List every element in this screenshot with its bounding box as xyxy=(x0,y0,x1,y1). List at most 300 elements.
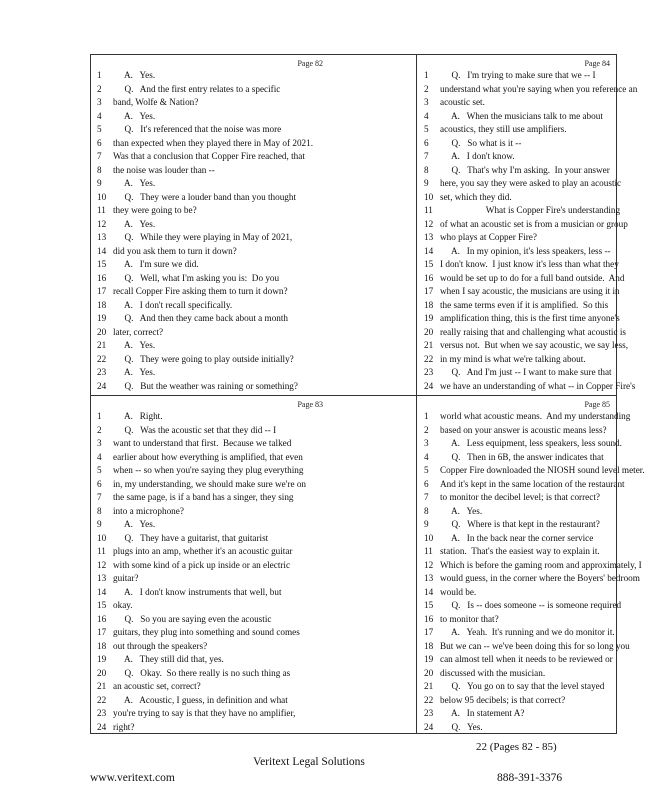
line-text: would be set up to do for a full band outside. And xyxy=(440,272,625,283)
transcript-line xyxy=(420,258,619,272)
transcript-line xyxy=(93,339,327,353)
line-number: 9 xyxy=(424,178,429,188)
line-text: discussed with the musician. xyxy=(440,667,546,678)
transcript-line xyxy=(420,518,614,532)
line-number: 16 xyxy=(97,272,107,283)
transcript-lines xyxy=(420,69,638,393)
line-number: 20 xyxy=(424,667,434,678)
line-text: A. They still did that, yes. xyxy=(113,654,224,664)
line-text: Q. And I'm just -- I want to make sure that xyxy=(440,367,612,377)
line-number: 7 xyxy=(97,151,102,161)
line-text: the same page, is if a band has a singer, they sing xyxy=(113,492,294,502)
line-text: guitars, they plug into something and sound comes xyxy=(113,627,300,637)
line-number: 8 xyxy=(97,505,102,516)
line-number: 9 xyxy=(424,519,429,529)
transcript-lines xyxy=(93,410,327,734)
line-number: 6 xyxy=(424,478,429,489)
line-number: 1 xyxy=(424,70,429,80)
page-range: 22 (Pages 82 - 85) xyxy=(476,741,557,753)
line-text: A. Yeah. It's running and we do monitor it. xyxy=(440,627,615,637)
line-text: amplification thing, this is the first time anyone's xyxy=(440,313,620,323)
transcript-line xyxy=(420,326,626,340)
line-number: 18 xyxy=(97,299,107,310)
transcript-page-83 xyxy=(93,398,327,734)
line-text: in my mind is what we're talking about. xyxy=(440,353,586,364)
line-text: Q. Yes. xyxy=(440,721,483,732)
line-text: who plays at Copper Fire? xyxy=(440,232,537,242)
row-divider xyxy=(91,395,616,396)
line-text: Q. I'm trying to make sure that we -- I xyxy=(440,70,596,80)
line-number: 20 xyxy=(97,667,107,678)
transcript-line xyxy=(93,572,327,586)
line-text: here, you say they were asked to play an acoustic xyxy=(440,178,622,188)
transcript-line xyxy=(420,83,638,97)
transcript-line xyxy=(93,110,327,124)
line-number: 13 xyxy=(424,232,434,242)
line-number: 23 xyxy=(97,708,107,718)
transcript-line xyxy=(93,518,327,532)
transcript-line xyxy=(420,299,614,313)
transcript-line xyxy=(93,694,327,708)
line-text: earlier about how everything is amplified, that even xyxy=(113,451,303,462)
line-text: did you ask them to turn it down? xyxy=(113,245,237,256)
transcript-line xyxy=(420,667,614,681)
transcript-line xyxy=(93,177,327,191)
line-text: Q. They were a louder band than you thought xyxy=(113,191,297,202)
transcript-line xyxy=(93,218,327,232)
transcript-line xyxy=(420,150,614,164)
line-text: A. Right. xyxy=(113,411,163,421)
line-text: A. In statement A? xyxy=(440,708,525,718)
line-number: 22 xyxy=(424,353,434,364)
line-number: 9 xyxy=(97,178,102,188)
page-number: Page 83 xyxy=(297,400,323,409)
line-number: 12 xyxy=(97,559,107,570)
transcript-line xyxy=(420,366,614,380)
company-name: Veritext Legal Solutions xyxy=(253,756,365,768)
line-text: want to understand that first. Because we talked xyxy=(113,438,292,448)
line-text: they were going to be? xyxy=(113,205,197,215)
line-text: when I say acoustic, the musicians are using it in xyxy=(440,286,620,296)
line-text: based on your answer is acoustic means less? xyxy=(440,424,607,435)
transcript-line xyxy=(93,164,327,178)
line-number: 4 xyxy=(424,451,429,462)
transcript-line xyxy=(420,613,614,627)
line-text: A. Yes. xyxy=(113,367,156,377)
page-number: Page 85 xyxy=(584,400,610,409)
line-text: Q. And then they came back about a month xyxy=(113,313,289,323)
line-number: 16 xyxy=(424,272,434,283)
transcript-line xyxy=(93,83,327,97)
line-text: A. Yes. xyxy=(113,178,156,188)
line-number: 15 xyxy=(97,259,107,269)
line-text: would guess, in the corner where the Boyers' bedroom xyxy=(440,573,640,583)
line-text: would be. xyxy=(440,586,477,597)
line-number: 12 xyxy=(424,559,434,570)
line-text: Q. But the weather was raining or something? xyxy=(113,380,298,391)
line-number: 8 xyxy=(424,505,429,516)
line-text: world what acoustic means. And my understanding xyxy=(440,411,631,421)
transcript-line xyxy=(420,177,622,191)
line-number: 1 xyxy=(97,70,102,80)
line-text: plugs into an amp, whether it's an acoustic guitar xyxy=(113,546,293,556)
line-text: Q. And the first entry relates to a specific xyxy=(113,83,281,94)
line-number: 15 xyxy=(97,600,107,610)
transcript-line xyxy=(93,272,327,286)
transcript-line xyxy=(420,137,614,151)
transcript-line xyxy=(93,586,327,600)
line-number: 19 xyxy=(424,313,434,323)
line-text: station. That's the easiest way to explain it. xyxy=(440,546,600,556)
line-number: 10 xyxy=(97,191,107,202)
line-text: A. Yes. xyxy=(113,218,156,229)
transcript-line xyxy=(420,218,628,232)
line-text: But we can -- we've been doing this for so long you xyxy=(440,640,630,651)
line-number: 17 xyxy=(97,627,107,637)
page-number: Page 82 xyxy=(297,59,323,68)
line-number: 11 xyxy=(424,546,433,556)
line-number: 10 xyxy=(97,532,107,543)
line-text: to monitor that? xyxy=(440,613,499,624)
line-number: 24 xyxy=(97,380,107,391)
transcript-line xyxy=(420,532,614,546)
transcript-line xyxy=(93,191,327,205)
line-text: you're trying to say is that they have no amplifier, xyxy=(113,708,296,718)
line-text: the noise was louder than -- xyxy=(113,164,215,175)
line-number: 13 xyxy=(97,573,107,583)
line-number: 20 xyxy=(424,326,434,337)
line-number: 7 xyxy=(424,492,429,502)
line-number: 6 xyxy=(97,478,102,489)
transcript-line xyxy=(420,164,614,178)
transcript-line xyxy=(93,559,327,573)
transcript-lines xyxy=(93,69,327,393)
transcript-line xyxy=(420,245,614,259)
transcript-line xyxy=(420,339,629,353)
transcript-line xyxy=(93,491,327,505)
transcript-line xyxy=(93,464,327,478)
line-number: 7 xyxy=(97,492,102,502)
transcript-line xyxy=(93,204,327,218)
line-text: can almost tell when it needs to be reviewed or xyxy=(440,654,613,664)
line-text: A. I don't know instruments that well, but xyxy=(113,586,282,597)
line-number: 6 xyxy=(97,137,102,148)
transcript-line xyxy=(93,626,327,640)
line-text: I don't know. I just know it's less than what they xyxy=(440,259,619,269)
line-number: 8 xyxy=(424,164,429,175)
line-number: 17 xyxy=(97,286,107,296)
line-number: 13 xyxy=(97,232,107,242)
transcript-line xyxy=(93,245,327,259)
line-text: an acoustic set, correct? xyxy=(113,681,201,691)
line-text: than expected when they played there in May of 2021. xyxy=(113,137,314,148)
line-text: guitar? xyxy=(113,573,139,583)
line-text: right? xyxy=(113,721,135,732)
line-text: A. Yes. xyxy=(113,340,156,350)
line-text: below 95 decibels; is that correct? xyxy=(440,694,566,705)
transcript-line xyxy=(420,424,614,438)
line-text: in, my understanding, we should make sure we're on xyxy=(113,478,307,489)
transcript-line xyxy=(93,532,327,546)
page-number: Page 84 xyxy=(584,59,610,68)
line-number: 14 xyxy=(97,586,107,597)
transcript-line xyxy=(93,505,327,519)
line-number: 19 xyxy=(97,313,107,323)
line-text: Q. It's referenced that the noise was more xyxy=(113,124,282,134)
transcript-line xyxy=(420,191,614,205)
line-text: of what an acoustic set is from a musician or group xyxy=(440,218,628,229)
line-text: And it's kept in the same location of the restaurant xyxy=(440,478,625,489)
line-number: 4 xyxy=(97,110,102,121)
line-number: 1 xyxy=(97,411,102,421)
transcript-line xyxy=(420,626,614,640)
line-number: 8 xyxy=(97,164,102,175)
line-number: 3 xyxy=(424,97,429,107)
transcript-line xyxy=(420,353,614,367)
line-number: 12 xyxy=(97,218,107,229)
transcript-page-82 xyxy=(93,57,327,393)
transcript-line xyxy=(93,410,327,424)
line-number: 15 xyxy=(424,259,434,269)
line-text: out through the speakers? xyxy=(113,640,208,651)
line-number: 22 xyxy=(97,353,107,364)
transcript-line xyxy=(420,653,614,667)
line-text: Was that a conclusion that Copper Fire reached, that xyxy=(113,151,305,161)
transcript-page-84 xyxy=(420,57,638,393)
transcript-line xyxy=(420,69,614,83)
transcript-line xyxy=(420,464,645,478)
line-number: 17 xyxy=(424,286,434,296)
line-number: 24 xyxy=(424,380,434,391)
line-text: Q. Is -- does someone -- is someone required xyxy=(440,600,622,610)
line-text: into a microphone? xyxy=(113,505,184,516)
transcript-line xyxy=(420,451,614,465)
line-text: acoustic set. xyxy=(440,97,485,107)
line-number: 21 xyxy=(424,340,434,350)
phone-number: 888-391-3376 xyxy=(497,772,563,784)
line-text: A. I'm sure we did. xyxy=(113,259,199,269)
line-number: 19 xyxy=(97,654,107,664)
transcript-line xyxy=(420,96,614,110)
line-text: A. Yes. xyxy=(113,70,156,80)
line-text: with some kind of a pick up inside or an electric xyxy=(113,559,291,570)
line-number: 5 xyxy=(424,124,429,134)
transcript-line xyxy=(93,707,327,721)
line-text: Q. Where is that kept in the restaurant? xyxy=(440,519,600,529)
line-text: A. Less equipment, less speakers, less sound. xyxy=(440,438,622,448)
line-text: the same terms even if it is amplified. So this xyxy=(440,299,609,310)
line-number: 22 xyxy=(97,694,107,705)
line-number: 14 xyxy=(424,586,434,597)
transcript-line xyxy=(420,491,614,505)
line-number: 3 xyxy=(97,438,102,448)
line-number: 21 xyxy=(97,340,107,350)
line-number: 5 xyxy=(424,465,429,475)
transcript-line xyxy=(93,137,327,151)
line-number: 21 xyxy=(97,681,107,691)
line-text: Q. Well, what I'm asking you is: Do you xyxy=(113,272,280,283)
line-text: when -- so when you're saying they plug everything xyxy=(113,465,304,475)
line-text: okay. xyxy=(113,600,133,610)
transcript-line xyxy=(93,653,327,667)
line-text: really raising that and challenging what acoustic is xyxy=(440,326,626,337)
line-text: A. In my opinion, it's less speakers, less -- xyxy=(440,245,611,256)
line-number: 18 xyxy=(424,299,434,310)
transcript-line xyxy=(420,231,614,245)
line-text: Q. They were going to play outside initially? xyxy=(113,353,294,364)
transcript-line xyxy=(93,258,327,272)
line-number: 24 xyxy=(424,721,434,732)
line-number: 5 xyxy=(97,465,102,475)
line-text: Q. So what is it -- xyxy=(440,137,522,148)
line-number: 13 xyxy=(424,573,434,583)
line-text: A. Yes. xyxy=(113,519,156,529)
line-number: 18 xyxy=(97,640,107,651)
transcript-line xyxy=(420,123,614,137)
line-text: Q. While they were playing in May of 2021, xyxy=(113,232,293,242)
transcript-line xyxy=(420,505,614,519)
line-number: 11 xyxy=(97,546,106,556)
transcript-line xyxy=(93,667,327,681)
transcript-line xyxy=(93,285,327,299)
line-text: What is Copper Fire's understanding xyxy=(440,205,621,215)
line-text: Which is before the gaming room and approximately, I xyxy=(440,559,642,570)
transcript-line xyxy=(420,204,621,218)
line-text: A. When the musicians talk to me about xyxy=(440,110,603,121)
transcript-line xyxy=(420,545,614,559)
transcript-line xyxy=(93,326,327,340)
line-text: Q. Okay. So there really is no such thing as xyxy=(113,667,291,678)
transcript-line xyxy=(93,231,327,245)
transcript-line xyxy=(420,380,636,394)
line-number: 14 xyxy=(424,245,434,256)
line-number: 17 xyxy=(424,627,434,637)
line-text: set, which they did. xyxy=(440,191,512,202)
line-number: 3 xyxy=(424,438,429,448)
transcript-line xyxy=(93,721,327,735)
transcript-line xyxy=(93,451,327,465)
line-text: A. In the back near the corner service xyxy=(440,532,594,543)
line-number: 4 xyxy=(97,451,102,462)
line-number: 10 xyxy=(424,532,434,543)
transcript-line xyxy=(420,559,642,573)
transcript-grid xyxy=(90,54,645,734)
line-number: 15 xyxy=(424,600,434,610)
line-number: 23 xyxy=(424,367,434,377)
line-number: 2 xyxy=(97,83,102,94)
line-number: 10 xyxy=(424,191,434,202)
line-number: 3 xyxy=(97,97,102,107)
line-number: 21 xyxy=(424,681,434,691)
line-number: 23 xyxy=(97,367,107,377)
transcript-page-85 xyxy=(420,398,645,734)
transcript-line xyxy=(93,680,327,694)
line-number: 2 xyxy=(424,83,429,94)
line-number: 5 xyxy=(97,124,102,134)
transcript-line xyxy=(93,599,327,613)
transcript-line xyxy=(420,572,640,586)
line-number: 9 xyxy=(97,519,102,529)
transcript-line xyxy=(93,312,327,326)
line-number: 4 xyxy=(424,110,429,121)
line-number: 23 xyxy=(424,708,434,718)
line-text: Q. They have a guitarist, that guitarist xyxy=(113,532,269,543)
line-text: A. Yes. xyxy=(113,110,156,121)
transcript-line xyxy=(420,110,614,124)
line-number: 7 xyxy=(424,151,429,161)
line-number: 16 xyxy=(424,613,434,624)
line-text: band, Wolfe & Nation? xyxy=(113,97,199,107)
line-text: A. Acoustic, I guess, in definition and what xyxy=(113,694,288,705)
line-number: 2 xyxy=(424,424,429,435)
transcript-line xyxy=(420,640,630,654)
line-number: 19 xyxy=(424,654,434,664)
line-text: recall Copper Fire asking them to turn it down? xyxy=(113,286,288,296)
line-number: 24 xyxy=(97,721,107,732)
transcript-line xyxy=(93,545,327,559)
transcript-line xyxy=(93,353,327,367)
line-number: 12 xyxy=(424,218,434,229)
line-number: 11 xyxy=(424,205,433,215)
line-number: 11 xyxy=(97,205,106,215)
transcript-line xyxy=(93,366,327,380)
transcript-line xyxy=(93,380,327,394)
line-number: 6 xyxy=(424,137,429,148)
line-text: Q. That's why I'm asking. In your answer xyxy=(440,164,610,175)
transcript-line xyxy=(420,707,614,721)
line-number: 2 xyxy=(97,424,102,435)
transcript-line xyxy=(93,640,327,654)
transcript-line xyxy=(420,694,614,708)
line-text: Q. Then in 6B, the answer indicates that xyxy=(440,451,604,462)
line-text: Q. You go on to say that the level stayed xyxy=(440,681,605,691)
transcript-line xyxy=(420,410,631,424)
line-text: Q. Was the acoustic set that they did -- I xyxy=(113,424,277,435)
line-text: acoustics, they still use amplifiers. xyxy=(440,124,567,134)
line-text: Copper Fire downloaded the NIOSH sound level meter. xyxy=(440,465,645,475)
line-text: Q. So you are saying even the acoustic xyxy=(113,613,272,624)
line-number: 16 xyxy=(97,613,107,624)
transcript-line xyxy=(93,478,327,492)
line-text: A. I don't recall specifically. xyxy=(113,299,233,310)
transcript-line xyxy=(93,150,327,164)
transcript-line xyxy=(93,424,327,438)
line-number: 18 xyxy=(424,640,434,651)
line-number: 1 xyxy=(424,411,429,421)
line-text: versus not. But when we say acoustic, we say less, xyxy=(440,340,629,350)
column-divider xyxy=(416,55,417,733)
transcript-line xyxy=(93,613,327,627)
website-link[interactable]: www.veritext.com xyxy=(90,772,175,784)
transcript-line xyxy=(93,96,327,110)
transcript-line xyxy=(420,586,614,600)
transcript-line xyxy=(420,285,620,299)
line-text: A. Yes. xyxy=(440,505,483,516)
transcript-line xyxy=(93,437,327,451)
transcript-line xyxy=(420,437,622,451)
transcript-line xyxy=(420,680,614,694)
transcript-line xyxy=(420,721,614,735)
line-text: to monitor the decibel level; is that correct? xyxy=(440,492,600,502)
line-text: understand what you're saying when you reference an xyxy=(440,83,638,94)
line-number: 20 xyxy=(97,326,107,337)
transcript-line xyxy=(93,299,327,313)
line-text: A. I don't know. xyxy=(440,151,515,161)
line-number: 14 xyxy=(97,245,107,256)
transcript-line xyxy=(93,123,327,137)
line-text: we have an understanding of what -- in Copper Fire's xyxy=(440,380,636,391)
transcript-line xyxy=(420,478,625,492)
